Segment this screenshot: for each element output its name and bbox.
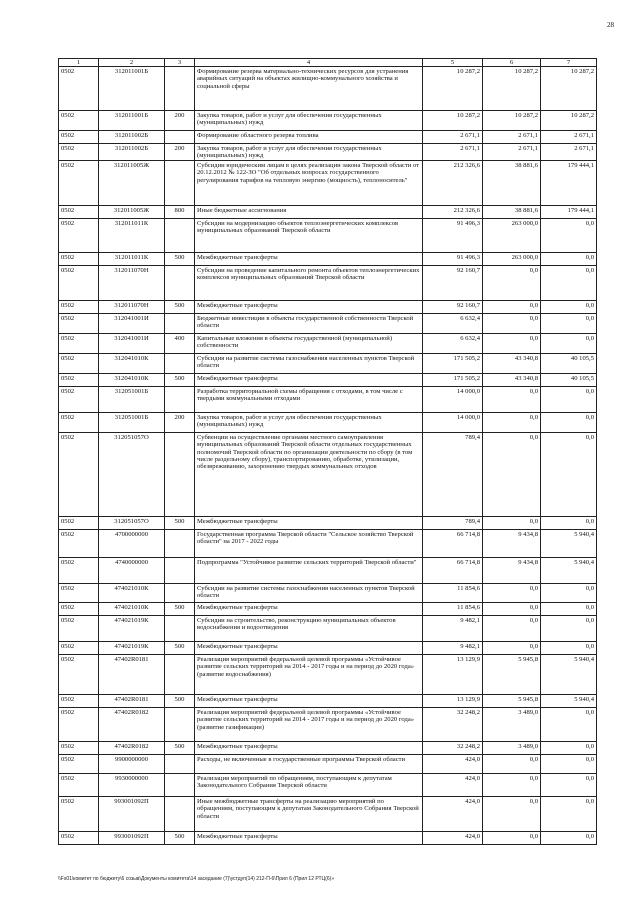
cell-amount-col7: 0,0 (541, 642, 597, 655)
cell-name: Межбюджетные трансферты (195, 301, 423, 314)
cell-section: 0502 (59, 301, 99, 314)
cell-amount-col6: 0,0 (483, 774, 541, 797)
table-row (59, 266, 597, 301)
cell-amount-col7: 0,0 (541, 219, 597, 253)
cell-amount-col7: 0,0 (541, 517, 597, 530)
cell-name: Формирование резерва материально-технических ресурсов для устранения аварийных ситуаций на объектах жилищно-коммунального хозяйства и социальной сферы (195, 67, 423, 111)
cell-amount-col5: 9 482,1 (423, 616, 483, 642)
cell-expense-type: 500 (165, 695, 195, 708)
cell-section: 0502 (59, 774, 99, 797)
table-row (59, 708, 597, 742)
column-header: 3 (165, 59, 195, 67)
cell-name: Формирование областного резерва топлива (195, 131, 423, 144)
cell-amount-col6: 3 489,0 (483, 742, 541, 755)
cell-section: 0502 (59, 603, 99, 616)
table-row (59, 755, 597, 774)
cell-name: Субвенции на осуществление органами местного самоуправления муниципальных образований Тверской области отдельных государственных полномочий Тверской области по организации деятельности по сбору (в том числе раздельному сбору), транспортированию, обработке, утилизации, обезвреживанию, захоронению твердых коммунальных отходов (195, 433, 423, 517)
cell-name: Расходы, не включенные в государственные программы Тверской области (195, 755, 423, 774)
cell-expense-type (165, 797, 195, 832)
cell-expense-type (165, 219, 195, 253)
cell-amount-col5: 424,0 (423, 755, 483, 774)
cell-name: Межбюджетные трансферты (195, 603, 423, 616)
table-row (59, 616, 597, 642)
cell-amount-col5: 92 160,7 (423, 266, 483, 301)
cell-name: Бюджетные инвестиции в объекты государственной собственности Тверской области (195, 314, 423, 334)
cell-amount-col6: 10 287,2 (483, 111, 541, 131)
cell-amount-col6: 263 000,0 (483, 253, 541, 266)
table-row (59, 131, 597, 144)
cell-expense-type (165, 433, 195, 517)
cell-target-article: 47402R0182 (99, 708, 165, 742)
cell-expense-type (165, 530, 195, 558)
cell-target-article: 993001092П (99, 832, 165, 845)
footer-file-path: \\Fs01\комитет по бюджету\6 созыв\Документы комитета\14 заседание (7)\устдуп(14) 212-П-6\Прил 6 (Прил 12 РТЦ(6)» (58, 876, 335, 882)
table-row (59, 642, 597, 655)
cell-amount-col5: 14 000,0 (423, 413, 483, 433)
cell-name: Субсидии на строительство, реконструкцию муниципальных объектов водоснабжения и водоотведения (195, 616, 423, 642)
cell-amount-col5: 789,4 (423, 517, 483, 530)
cell-amount-col6: 38 881,6 (483, 206, 541, 219)
cell-amount-col7: 0,0 (541, 314, 597, 334)
cell-amount-col6: 0,0 (483, 616, 541, 642)
cell-target-article: 312051001Б (99, 387, 165, 413)
cell-amount-col6: 0,0 (483, 301, 541, 314)
cell-name: Капитальные вложения в объекты государственной (муниципальной) собственности (195, 334, 423, 354)
cell-amount-col7: 0,0 (541, 387, 597, 413)
cell-section: 0502 (59, 161, 99, 206)
cell-section: 0502 (59, 616, 99, 642)
cell-target-article: 474021010К (99, 603, 165, 616)
cell-name: Субсидия на развитие системы газоснабжения населенных пунктов Тверской области (195, 354, 423, 374)
cell-expense-type (165, 67, 195, 111)
cell-name: Межбюджетные трансферты (195, 742, 423, 755)
cell-name: Субсидии на проведение капитального ремонта объектов теплоэнергетических комплексов муниципальных образований Тверской области (195, 266, 423, 301)
table-row (59, 144, 597, 161)
cell-expense-type (165, 616, 195, 642)
cell-amount-col7: 0,0 (541, 413, 597, 433)
cell-expense-type (165, 584, 195, 603)
cell-expense-type (165, 161, 195, 206)
cell-name: Закупка товаров, работ и услуг для обеспечения государственных (муниципальных) нужд (195, 413, 423, 433)
cell-amount-col6: 0,0 (483, 266, 541, 301)
cell-amount-col5: 10 287,2 (423, 111, 483, 131)
cell-amount-col5: 11 854,6 (423, 603, 483, 616)
cell-amount-col5: 66 714,8 (423, 558, 483, 584)
cell-section: 0502 (59, 832, 99, 845)
cell-amount-col7: 40 105,5 (541, 374, 597, 387)
table-row (59, 797, 597, 832)
cell-amount-col7: 5 940,4 (541, 655, 597, 695)
cell-expense-type (165, 774, 195, 797)
cell-expense-type: 400 (165, 334, 195, 354)
cell-amount-col5: 10 287,2 (423, 67, 483, 111)
cell-section: 0502 (59, 374, 99, 387)
cell-amount-col5: 11 854,6 (423, 584, 483, 603)
cell-expense-type (165, 354, 195, 374)
cell-expense-type (165, 387, 195, 413)
cell-amount-col7: 5 940,4 (541, 558, 597, 584)
cell-target-article: 312011005Ж (99, 161, 165, 206)
cell-amount-col5: 14 000,0 (423, 387, 483, 413)
cell-section: 0502 (59, 642, 99, 655)
table-row (59, 558, 597, 584)
column-header: 1 (59, 59, 99, 67)
cell-target-article: 312011070Н (99, 266, 165, 301)
cell-amount-col6: 5 945,8 (483, 655, 541, 695)
table-row (59, 314, 597, 334)
cell-amount-col7: 2 671,1 (541, 131, 597, 144)
cell-section: 0502 (59, 755, 99, 774)
cell-expense-type: 200 (165, 413, 195, 433)
table-row (59, 742, 597, 755)
page-number: 28 (607, 21, 614, 29)
cell-target-article: 312041010К (99, 354, 165, 374)
cell-amount-col6: 43 340,8 (483, 354, 541, 374)
cell-amount-col6: 2 671,1 (483, 144, 541, 161)
cell-section: 0502 (59, 695, 99, 708)
cell-target-article: 312011011К (99, 253, 165, 266)
cell-target-article: 474021010К (99, 584, 165, 603)
cell-amount-col6: 0,0 (483, 584, 541, 603)
table-row (59, 655, 597, 695)
cell-target-article: 312011002Б (99, 144, 165, 161)
cell-expense-type: 500 (165, 253, 195, 266)
cell-amount-col5: 2 671,1 (423, 131, 483, 144)
cell-section: 0502 (59, 219, 99, 253)
cell-amount-col6: 0,0 (483, 517, 541, 530)
cell-amount-col7: 179 444,1 (541, 206, 597, 219)
cell-amount-col5: 32 248,2 (423, 708, 483, 742)
cell-expense-type: 500 (165, 517, 195, 530)
cell-section: 0502 (59, 314, 99, 334)
cell-section: 0502 (59, 144, 99, 161)
table-row (59, 334, 597, 354)
cell-name: Межбюджетные трансферты (195, 253, 423, 266)
cell-expense-type (165, 266, 195, 301)
cell-amount-col7: 0,0 (541, 433, 597, 517)
cell-amount-col7: 10 287,2 (541, 67, 597, 111)
table-row (59, 253, 597, 266)
cell-amount-col6: 0,0 (483, 755, 541, 774)
cell-amount-col6: 2 671,1 (483, 131, 541, 144)
cell-amount-col5: 171 505,2 (423, 354, 483, 374)
cell-amount-col6: 38 881,6 (483, 161, 541, 206)
cell-name: Субсидии на развитие системы газоснабжения населенных пунктов Тверской области (195, 584, 423, 603)
cell-section: 0502 (59, 797, 99, 832)
cell-target-article: 312011011К (99, 219, 165, 253)
table-row (59, 517, 597, 530)
cell-expense-type (165, 655, 195, 695)
cell-amount-col5: 2 671,1 (423, 144, 483, 161)
cell-expense-type: 500 (165, 832, 195, 845)
cell-amount-col7: 0,0 (541, 253, 597, 266)
cell-target-article: 312041001И (99, 334, 165, 354)
cell-amount-col7: 40 105,5 (541, 354, 597, 374)
table-row (59, 530, 597, 558)
cell-amount-col6: 0,0 (483, 433, 541, 517)
cell-name: Реализация мероприятий по обращениям, поступающим к депутатам Законодательного Собрания Тверской области (195, 774, 423, 797)
cell-amount-col6: 0,0 (483, 334, 541, 354)
cell-section: 0502 (59, 111, 99, 131)
table-row (59, 584, 597, 603)
cell-amount-col5: 6 632,4 (423, 334, 483, 354)
cell-amount-col7: 0,0 (541, 797, 597, 832)
cell-amount-col5: 32 248,2 (423, 742, 483, 755)
cell-amount-col6: 0,0 (483, 642, 541, 655)
table-row (59, 387, 597, 413)
cell-target-article: 474021019К (99, 642, 165, 655)
cell-amount-col7: 10 287,2 (541, 111, 597, 131)
cell-target-article: 312011002Б (99, 131, 165, 144)
cell-section: 0502 (59, 517, 99, 530)
cell-name: Субсидии юридическим лицам в целях реализации закона Тверской области от 20.12.2012 № 122-ЗО "Об отдельных вопросах государственного регулирования тарифов на тепловую энергию (мощность), теплоноситель" (195, 161, 423, 206)
cell-amount-col7: 5 940,4 (541, 695, 597, 708)
table-row (59, 695, 597, 708)
cell-amount-col7: 179 444,1 (541, 161, 597, 206)
cell-target-article: 312011001Б (99, 67, 165, 111)
cell-target-article: 47402R0181 (99, 655, 165, 695)
cell-section: 0502 (59, 206, 99, 219)
cell-name: Реализация мероприятий федеральной целевой программы «Устойчивое развитие сельских территорий на 2014 - 2017 годы и на период до 2020 года» (развитие газификации) (195, 708, 423, 742)
cell-amount-col5: 789,4 (423, 433, 483, 517)
cell-target-article: 47402R0181 (99, 695, 165, 708)
cell-expense-type: 200 (165, 144, 195, 161)
cell-expense-type (165, 708, 195, 742)
cell-section: 0502 (59, 67, 99, 111)
table-row (59, 374, 597, 387)
cell-section: 0502 (59, 387, 99, 413)
cell-amount-col6: 9 434,8 (483, 558, 541, 584)
cell-expense-type (165, 755, 195, 774)
cell-amount-col6: 0,0 (483, 832, 541, 845)
cell-amount-col7: 0,0 (541, 774, 597, 797)
cell-amount-col5: 66 714,8 (423, 530, 483, 558)
cell-section: 0502 (59, 742, 99, 755)
table-row (59, 433, 597, 517)
cell-name: Реализация мероприятий федеральной целевой программы «Устойчивое развитие сельских территорий на 2014 - 2017 годы и на период до 2020 года» (развитие водоснабжения) (195, 655, 423, 695)
cell-target-article: 47402R0182 (99, 742, 165, 755)
cell-expense-type: 800 (165, 206, 195, 219)
cell-amount-col6: 0,0 (483, 413, 541, 433)
column-header: 4 (195, 59, 423, 67)
cell-amount-col5: 91 496,3 (423, 253, 483, 266)
cell-amount-col5: 424,0 (423, 797, 483, 832)
cell-name: Государственная программа Тверской области "Сельское хозяйство Тверской области" на 2017 - 2022 годы (195, 530, 423, 558)
cell-name: Субсидии на модернизацию объектов теплоэнергетических комплексов муниципальных образований Тверской области (195, 219, 423, 253)
cell-section: 0502 (59, 354, 99, 374)
cell-amount-col7: 0,0 (541, 334, 597, 354)
cell-amount-col6: 10 287,2 (483, 67, 541, 111)
header-row (59, 59, 597, 67)
cell-target-article: 312051001Б (99, 413, 165, 433)
cell-amount-col6: 0,0 (483, 603, 541, 616)
cell-section: 0502 (59, 558, 99, 584)
cell-expense-type: 500 (165, 642, 195, 655)
cell-amount-col5: 13 129,9 (423, 695, 483, 708)
cell-section: 0502 (59, 708, 99, 742)
cell-name: Межбюджетные трансферты (195, 642, 423, 655)
cell-amount-col7: 5 940,4 (541, 530, 597, 558)
column-header: 7 (541, 59, 597, 67)
cell-amount-col5: 424,0 (423, 832, 483, 845)
cell-section: 0502 (59, 266, 99, 301)
cell-section: 0502 (59, 433, 99, 517)
cell-amount-col6: 0,0 (483, 797, 541, 832)
cell-amount-col6: 43 340,8 (483, 374, 541, 387)
cell-amount-col5: 6 632,4 (423, 314, 483, 334)
cell-amount-col6: 263 000,0 (483, 219, 541, 253)
cell-name: Межбюджетные трансферты (195, 695, 423, 708)
table-row (59, 603, 597, 616)
cell-amount-col7: 0,0 (541, 742, 597, 755)
cell-amount-col5: 424,0 (423, 774, 483, 797)
cell-expense-type (165, 314, 195, 334)
cell-target-article: 312051057О (99, 517, 165, 530)
cell-amount-col7: 0,0 (541, 708, 597, 742)
cell-name: Закупка товаров, работ и услуг для обеспечения государственных (муниципальных) нужд (195, 144, 423, 161)
cell-section: 0502 (59, 334, 99, 354)
cell-amount-col6: 0,0 (483, 314, 541, 334)
cell-amount-col6: 5 945,8 (483, 695, 541, 708)
cell-section: 0502 (59, 584, 99, 603)
cell-amount-col6: 3 489,0 (483, 708, 541, 742)
cell-amount-col5: 212 326,6 (423, 206, 483, 219)
cell-amount-col5: 91 496,3 (423, 219, 483, 253)
cell-target-article: 312011005Ж (99, 206, 165, 219)
cell-amount-col5: 92 160,7 (423, 301, 483, 314)
cell-target-article: 993001092П (99, 797, 165, 832)
cell-target-article: 312041001И (99, 314, 165, 334)
cell-amount-col7: 0,0 (541, 266, 597, 301)
cell-section: 0502 (59, 530, 99, 558)
cell-expense-type: 500 (165, 603, 195, 616)
cell-target-article: 312041010К (99, 374, 165, 387)
cell-expense-type: 500 (165, 742, 195, 755)
cell-expense-type (165, 131, 195, 144)
cell-amount-col6: 9 434,8 (483, 530, 541, 558)
table-row (59, 354, 597, 374)
cell-amount-col7: 0,0 (541, 616, 597, 642)
cell-amount-col5: 9 482,1 (423, 642, 483, 655)
table-row (59, 111, 597, 131)
cell-name: Иные межбюджетные трансферты на реализацию мероприятий по обращениям, поступающим к депутатам Законодательного Собрания Тверской области (195, 797, 423, 832)
cell-name: Подпрограмма "Устойчивое развитие сельских территорий Тверской области" (195, 558, 423, 584)
cell-amount-col5: 212 326,6 (423, 161, 483, 206)
cell-section: 0502 (59, 655, 99, 695)
column-header: 5 (423, 59, 483, 67)
table-row (59, 206, 597, 219)
cell-name: Межбюджетные трансферты (195, 832, 423, 845)
cell-name: Разработка территориальной схемы обращения с отходами, в том числе с твердыми коммунальными отходами (195, 387, 423, 413)
cell-target-article: 312051057О (99, 433, 165, 517)
table-row (59, 67, 597, 111)
table-row (59, 161, 597, 206)
column-header: 6 (483, 59, 541, 67)
cell-target-article: 9930000000 (99, 774, 165, 797)
cell-amount-col7: 0,0 (541, 584, 597, 603)
cell-target-article: 312011001Б (99, 111, 165, 131)
cell-name: Межбюджетные трансферты (195, 374, 423, 387)
column-header: 2 (99, 59, 165, 67)
table-row (59, 774, 597, 797)
cell-section: 0502 (59, 413, 99, 433)
cell-expense-type: 500 (165, 374, 195, 387)
cell-target-article: 9900000000 (99, 755, 165, 774)
cell-target-article: 4700000000 (99, 530, 165, 558)
cell-section: 0502 (59, 253, 99, 266)
cell-amount-col7: 0,0 (541, 832, 597, 845)
cell-expense-type (165, 558, 195, 584)
cell-amount-col7: 2 671,1 (541, 144, 597, 161)
table-row (59, 832, 597, 845)
table-row (59, 413, 597, 433)
cell-name: Иные бюджетные ассигнования (195, 206, 423, 219)
cell-amount-col7: 0,0 (541, 603, 597, 616)
cell-target-article: 4740000000 (99, 558, 165, 584)
cell-amount-col7: 0,0 (541, 755, 597, 774)
cell-target-article: 474021019К (99, 616, 165, 642)
cell-name: Межбюджетные трансферты (195, 517, 423, 530)
cell-name: Закупка товаров, работ и услуг для обеспечения государственных (муниципальных) нужд (195, 111, 423, 131)
cell-expense-type: 200 (165, 111, 195, 131)
cell-amount-col5: 171 505,2 (423, 374, 483, 387)
budget-table (58, 58, 597, 845)
cell-target-article: 312011070Н (99, 301, 165, 314)
cell-expense-type: 500 (165, 301, 195, 314)
table-row (59, 301, 597, 314)
cell-amount-col5: 13 129,9 (423, 655, 483, 695)
cell-section: 0502 (59, 131, 99, 144)
cell-amount-col6: 0,0 (483, 387, 541, 413)
table-row (59, 219, 597, 253)
cell-amount-col7: 0,0 (541, 301, 597, 314)
